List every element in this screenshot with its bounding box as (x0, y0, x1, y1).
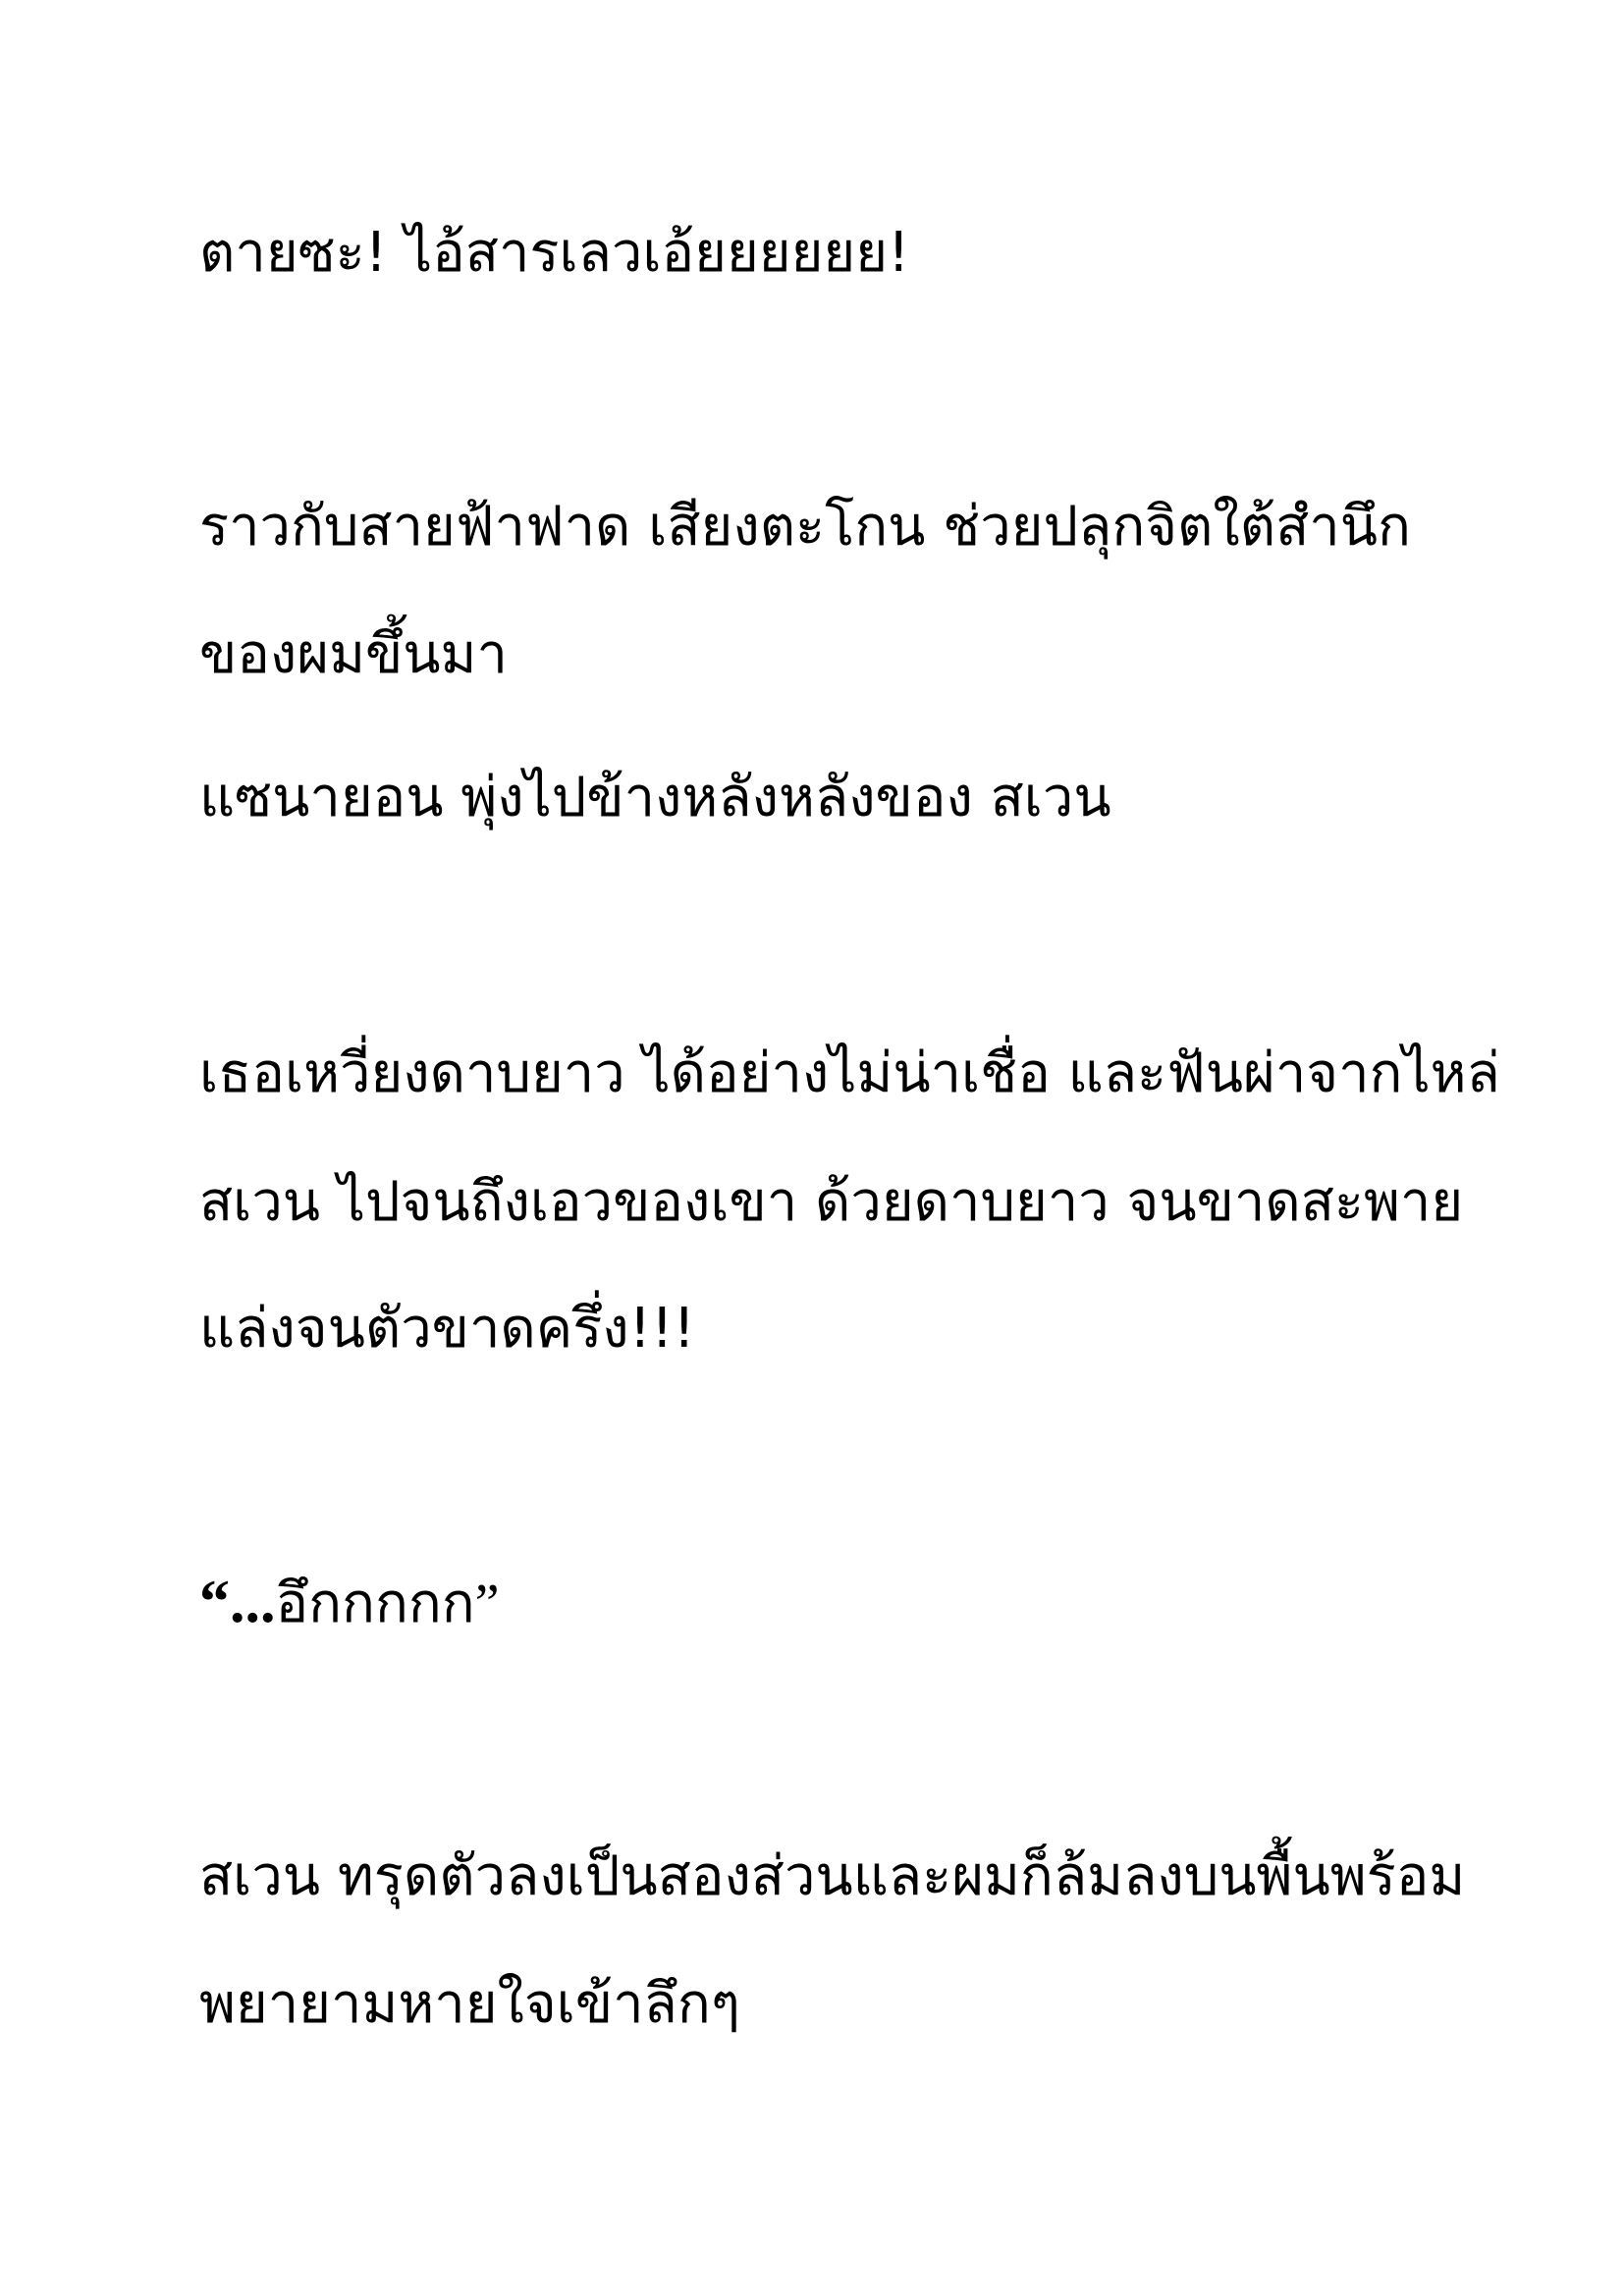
paragraph-2-line-1: ราวกับสายฟ้าฟาด เสียงตะโกน ช่วยปลุกจิตใต้สำนึก (199, 495, 1411, 559)
paragraph-5-line-2: พยายามหายใจเข้าลึกๆ (199, 1972, 740, 2036)
dialogue-text: อึกกกกก (275, 1572, 475, 1635)
paragraph-2-line-3: แซนายอน พุ่งไปข้างหลังหลังของ สเวน (199, 766, 1111, 829)
paragraph-1-line-1: ตายซะ! ไอ้สารเลวเอ้ยยยยยย! (199, 221, 910, 285)
paragraph-3-line-2: สเวน ไปจนถึงเอวของเขา ด้วยดาบยาว จนขาดสะพาย (199, 1170, 1464, 1234)
paragraph-3-line-1: เธอเหวี่ยงดาบยาว ได้อย่างไม่น่าเชื่อ และฟันผ่าจากไหล่ (199, 1041, 1500, 1105)
dialogue-ellipsis: ... (230, 1569, 276, 1635)
paragraph-3-line-3: แล่งจนตัวขาดครึ่ง!!! (199, 1297, 695, 1361)
dialogue-close-quote: ” (474, 1574, 500, 1634)
dialogue-open-quote: “ (199, 1569, 230, 1635)
paragraph-5-line-1: สเวน ทรุดตัวลงเป็นสองส่วนและผมก็ล้มลงบนพื้นพร้อม (199, 1844, 1466, 1908)
dialogue-line (199, 1563, 1476, 1643)
paragraph-2-line-2: ของผมขึ้นมา (199, 622, 508, 686)
